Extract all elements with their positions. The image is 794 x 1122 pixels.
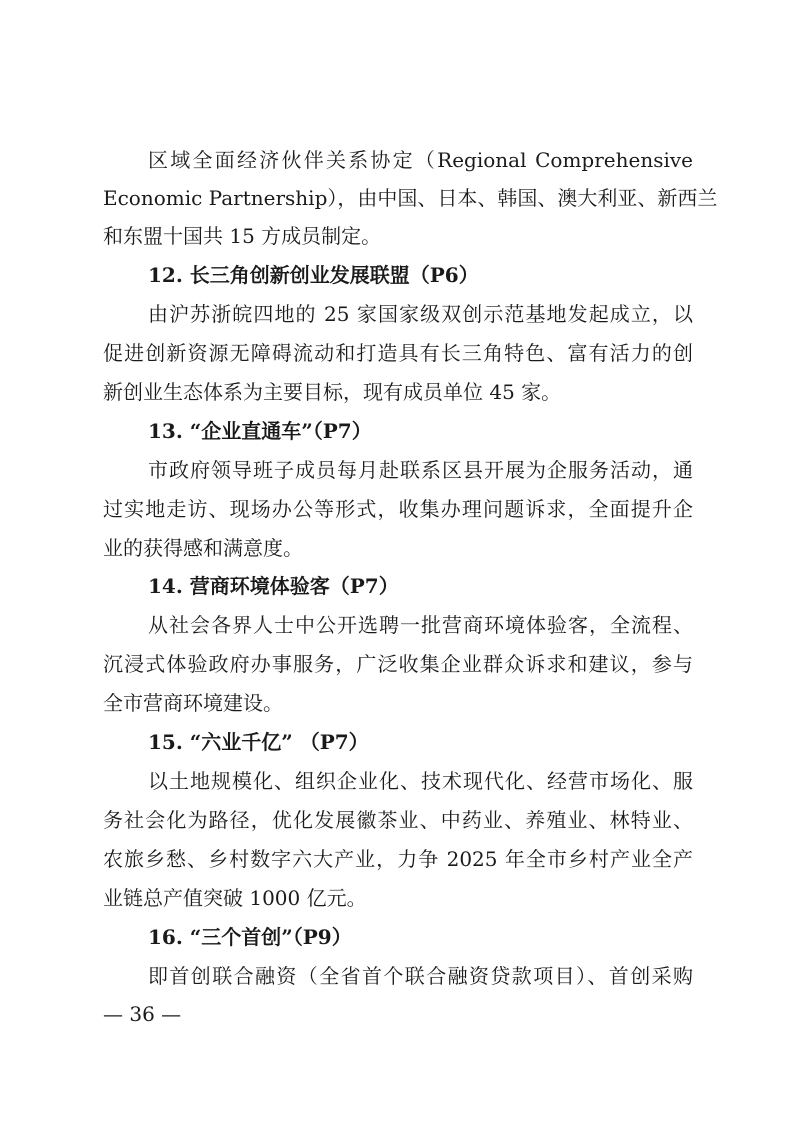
section-heading: 14. 营商环境体验客（P7） bbox=[148, 574, 399, 598]
paragraph-line: 务社会化为路径，优化发展徽茶业、中药业、养殖业、林特业、 bbox=[103, 808, 693, 832]
paragraph-line: 过实地走访、现场办公等形式，收集办理问题诉求，全面提升企 bbox=[103, 497, 693, 521]
section-heading: 12. 长三角创新创业发展联盟（P6） bbox=[148, 263, 479, 287]
paragraph-line: 以土地规模化、组织企业化、技术现代化、经营市场化、服 bbox=[148, 769, 693, 793]
section-heading: 16. “三个首创”（P9） bbox=[148, 925, 352, 949]
paragraph-line: 业链总产值突破 1000 亿元。 bbox=[103, 886, 367, 910]
paragraph-line: 农旅乡愁、乡村数字六大产业，力争 2025 年全市乡村产业全产 bbox=[103, 847, 693, 871]
paragraph-line: 区域全面经济伙伴关系协定（Regional Comprehensive bbox=[148, 148, 693, 172]
paragraph-line: Economic Partnership），由中国、日本、韩国、澳大利亚、新西兰 bbox=[103, 186, 718, 210]
paragraph-line: 即首创联合融资（全省首个联合融资贷款项目）、首创采购 bbox=[148, 964, 693, 988]
paragraph-line: 由沪苏浙皖四地的 25 家国家级双创示范基地发起成立，以 bbox=[148, 302, 693, 326]
section-heading: 13. “企业直通车”（P7） bbox=[148, 419, 372, 443]
paragraph-line: 市政府领导班子成员每月赴联系区县开展为企服务活动，通 bbox=[148, 458, 693, 482]
paragraph-line: 新创业生态体系为主要目标，现有成员单位 45 家。 bbox=[103, 380, 562, 404]
paragraph-line: 业的获得感和满意度。 bbox=[103, 536, 303, 560]
paragraph-line: 沉浸式体验政府办事服务，广泛收集企业群众诉求和建议，参与 bbox=[103, 652, 693, 676]
paragraph-line: 从社会各界人士中公开选聘一批营商环境体验客，全流程、 bbox=[148, 613, 693, 637]
paragraph-line: 全市营商环境建设。 bbox=[103, 691, 283, 715]
page-number: — 36 — bbox=[103, 1002, 182, 1026]
section-heading: 15. “六业千亿” （P7） bbox=[148, 730, 369, 754]
paragraph-line: 促进创新资源无障碍流动和打造具有长三角特色、富有活力的创 bbox=[103, 341, 693, 365]
paragraph-line: 和东盟十国共 15 方成员制定。 bbox=[103, 224, 382, 248]
